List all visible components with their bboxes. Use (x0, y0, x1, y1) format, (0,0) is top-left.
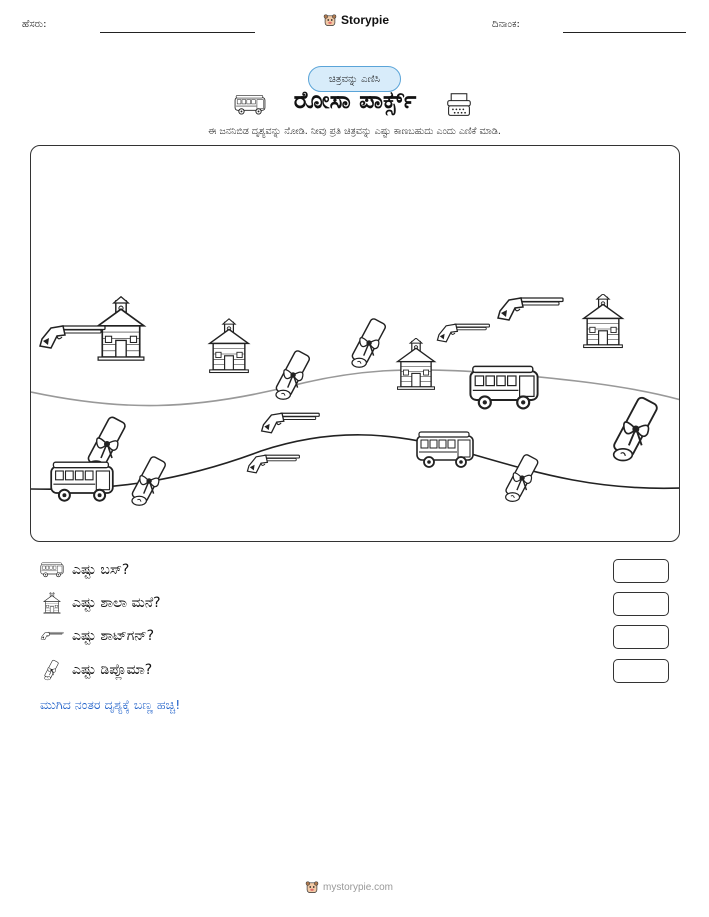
question-row-diploma (40, 658, 152, 682)
bus-icon (40, 559, 64, 581)
footer-site: mystorypie.com (323, 881, 394, 893)
shotgun-icon (40, 326, 105, 348)
schoolhouse-icon (398, 338, 435, 389)
storypie-mascot-icon (305, 880, 319, 894)
shotgun-icon (437, 324, 489, 342)
shotgun-icon (498, 298, 563, 320)
schoolhouse-icon (40, 592, 64, 614)
schoolhouse-icon (584, 294, 623, 348)
question-row-schoolhouse (40, 591, 161, 615)
answer-box-diploma[interactable] (613, 659, 669, 683)
shotgun-icon (262, 413, 320, 432)
name-label: ಹೆಸರು: (22, 19, 47, 30)
foreground-hill-line (31, 435, 680, 489)
footer (305, 880, 393, 894)
question-row-shotgun (40, 624, 154, 648)
bus-icon (51, 462, 113, 501)
bus-icon (234, 94, 266, 116)
name-line[interactable] (100, 32, 255, 33)
question-text: ಎಷ್ಟು ಡಿಪ್ಲೊಮಾ? (72, 662, 153, 678)
question-row-bus (40, 558, 129, 582)
worksheet-type-label: ಚಿತ್ರವನ್ನು ಎಣಿಸಿ (329, 73, 380, 85)
shotgun-icon (40, 625, 64, 647)
answer-box-bus[interactable] (613, 559, 669, 583)
date-line[interactable] (563, 32, 686, 33)
question-text: ಎಷ್ಟು ಶಾಲಾ ಮನೆ? (72, 595, 161, 611)
scene-illustration (31, 146, 680, 542)
typewriter-icon (446, 92, 472, 118)
brand-name: Storypie (341, 13, 390, 27)
storypie-mascot-icon (323, 13, 337, 27)
diploma-icon (351, 318, 386, 368)
answer-box-shotgun[interactable] (613, 625, 669, 649)
diploma-icon (275, 350, 310, 400)
answer-box-schoolhouse[interactable] (613, 592, 669, 616)
brand-logo (323, 13, 389, 27)
coloring-note: ಮುಗಿದ ನಂತರ ದೃಶ್ಯಕ್ಕೆ ಬಣ್ಣ ಹಚ್ಚಿ! (40, 697, 181, 712)
instructions-text: ಈ ಜನನಿಬಿಡ ದೃಶ್ಯವನ್ನು ನೋಡಿ. ನೀವು ಪ್ರತಿ ಚಿತ್ರವನ್ನು ಎಷ್ಟು ಕಾಣಬಹುದು ಎಂದು ಎಣಿಕೆ ಮಾಡಿ. (208, 126, 501, 137)
question-text: ಎಷ್ಟು ಶಾಟ್‌ಗನ್? (72, 628, 155, 644)
bus-icon (470, 366, 537, 408)
diploma-icon (505, 454, 539, 502)
question-text: ಎಷ್ಟು ಬಸ್? (72, 562, 130, 578)
diploma-icon (131, 456, 166, 506)
shotgun-icon (247, 455, 299, 473)
diploma-icon (613, 396, 659, 460)
background-hill-line (31, 370, 680, 406)
schoolhouse-icon (210, 319, 249, 373)
date-label: ದಿನಾಂಕ: (492, 19, 520, 30)
page-title: ರೋಸಾ ಪಾರ್ಕ್ಸ್ (293, 86, 417, 114)
counting-scene (30, 145, 680, 542)
bus-icon (417, 432, 473, 467)
diploma-icon (40, 659, 64, 681)
